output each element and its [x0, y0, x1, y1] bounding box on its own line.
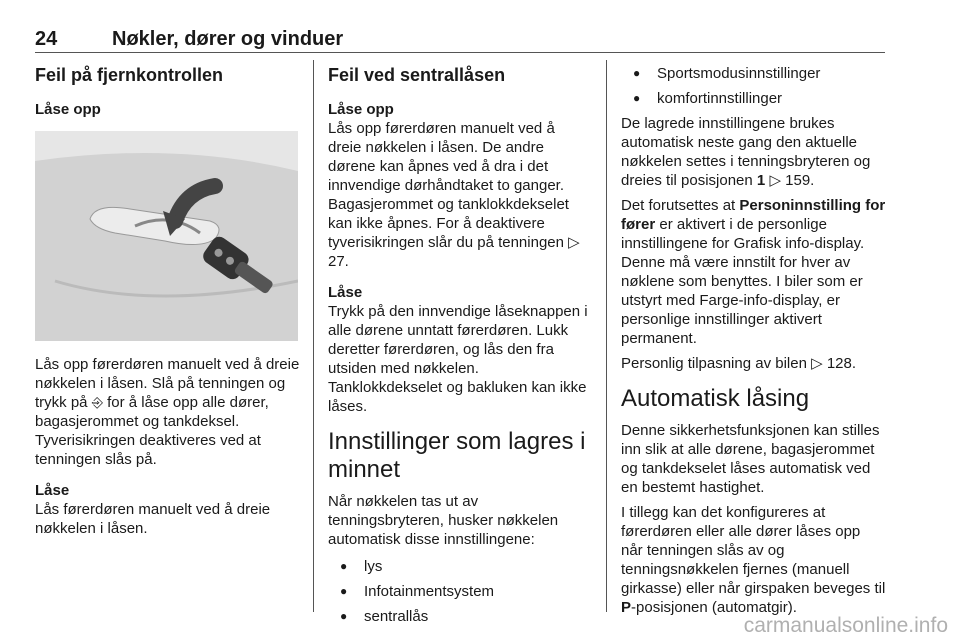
page-number: 24 [35, 28, 58, 50]
page-title: Nøkler, dører og vinduer [112, 28, 344, 50]
subheading-lock: Låse [35, 482, 70, 499]
lock-instructions: Lås førerdøren manuelt ved å dreie nøkkelen i låsen. [35, 501, 271, 537]
column-1 [35, 60, 300, 550]
memory-list [328, 557, 590, 626]
subheading-unlock: Låse opp [328, 101, 394, 118]
page-reference: ▷ 27. [328, 234, 580, 270]
lock-instructions: Trykk på den innvendige låseknappen i alle dørene unntatt førerdøren. Lukk deretter førerdøren, og lås den fra utsiden med nøkkelen. Tanklokkdekselet og bakluken kan ikke låses. [328, 303, 588, 415]
page-header [35, 18, 885, 53]
list-item: ● Sportsmodusinnstillinger [621, 64, 886, 83]
section-heading: Feil på fjernkontrollen [35, 65, 224, 85]
watermark: carmanualsonline.info [743, 614, 948, 637]
column-divider [313, 60, 314, 612]
door-handle-illustration [35, 131, 298, 341]
unlock-instructions: Lås opp førerdøren manuelt ved å dreie nøkkelen i låsen. Slå på tenningen og trykk på ⎆ for å låse opp alle dører, bagasjerommet og tankdeksel. Tyverisikringen deaktiveres ved at tenningen slås på. [35, 356, 300, 468]
list-item: ● komfortinnstillinger [621, 89, 886, 108]
personalisation-reference: Personlig tilpasning av bilen ▷ 128. [621, 355, 857, 372]
column-3 [621, 60, 886, 629]
list-item: ● sentrallås [328, 607, 590, 626]
page-reference: ▷ 159. [769, 172, 815, 189]
unlock-icon: ⎆ [91, 394, 103, 410]
stored-settings-text: De lagrede innstillingene brukes automatisk neste gang den aktuelle nøkkelen settes i tenningsbryteren og dreies til posisjonen 1 ▷ 159. [621, 115, 871, 189]
column-divider [606, 60, 607, 612]
subheading-lock: Låse [328, 284, 363, 301]
auto-unlock-text: I tillegg kan det konfigureres at førerdøren eller alle dører låses opp når tenningen slås av og tenningsnøkkelen fjernes (manuell girkasse) eller når girspaken beveges til P-posisjonen (automatgir). [621, 504, 886, 616]
list-item: ● Infotainmentsystem [328, 582, 590, 601]
auto-lock-text: Denne sikkerhetsfunksjonen kan stilles inn slik at alle dørene, bagasjerommet og tankdekselet låses automatisk ved en bestemt hastighet. [621, 422, 880, 496]
memory-text: Når nøkkelen tas ut av tenningsbryteren, husker nøkkelen automatisk disse innstillingene: [328, 493, 559, 548]
column-2 [328, 60, 590, 632]
memory-heading: Innstillinger som lagres i minnet [328, 428, 586, 483]
section-heading: Feil ved sentrallåsen [328, 65, 506, 85]
unlock-instructions: Lås opp førerdøren manuelt ved å dreie nøkkelen i låsen. De andre dørene kan åpnes ved å dra i det innvendige dørhåndtaket to ganger. Bagasjerommet og tanklokkdekselet kan ikke åpnes. For å deaktivere tyverisikringen slår du på tenningen ▷ 27. [328, 120, 580, 270]
personal-settings-text: Det forutsettes at Personinnstilling for fører er aktivert i de personlige innstillingene for Grafisk info-display. Denne må være innstilt for hver av nøklene som benyttes. I biler som er utstyrt med Farge-info-display, er personlige innstillinger aktivert permanent. [621, 197, 886, 347]
subheading-unlock: Låse opp [35, 101, 101, 118]
list-item: ● lys [328, 557, 590, 576]
auto-lock-heading: Automatisk låsing [621, 385, 810, 412]
memory-list-continued [621, 64, 886, 108]
